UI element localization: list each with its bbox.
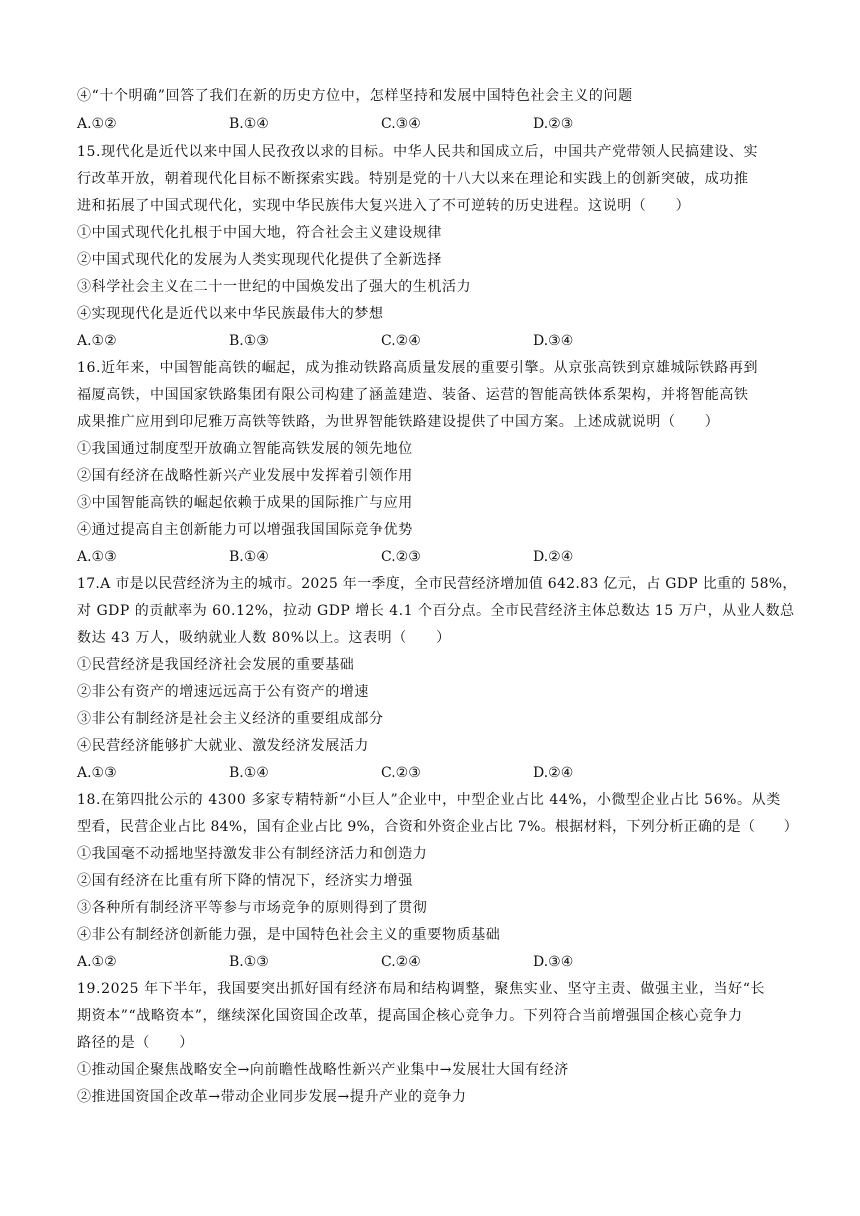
q16-item-1: ①我国通过制度型开放确立智能高铁发展的领先地位 [77,441,413,457]
q15-stem-line-3: 进和拓展了中国式现代化，实现中华民族伟大复兴进入了不可逆转的历史进程。这说明（ ） [77,198,691,214]
q18-option-b[interactable]: B.①③ [229,954,269,970]
q17-item-1: ①民营经济是我国经济社会发展的重要基础 [77,657,355,673]
q18-option-a[interactable]: A.①② [77,954,117,970]
q16-option-a[interactable]: A.①③ [77,549,117,565]
q18-item-3: ③各种所有制经济平等参与市场竞争的原则得到了贯彻 [77,900,428,916]
q15-option-b[interactable]: B.①③ [229,333,269,349]
q18-item-2: ②国有经济在比重有所下降的情况下，经济实力增强 [77,873,413,889]
q14-option-a[interactable]: A.①② [77,116,117,132]
q18-stem-line-1: 18.在第四批公示的 4300 多家专精特新“小巨人”企业中，中型企业占比 44%，小微型企业占比 56%。从类 [77,792,781,808]
q15-item-3: ③科学社会主义在二十一世纪的中国焕发出了强大的生机活力 [77,279,472,295]
q17-option-b[interactable]: B.①④ [229,765,269,781]
q16-stem-line-3: 成果推广应用到印尼雅万高铁等铁路，为世界智能铁路建设提供了中国方案。上述成就说明（ ） [77,414,720,430]
q17-item-2: ②非公有资产的增速远远高于公有资产的增速 [77,684,369,700]
q15-item-2: ②中国式现代化的发展为人类实现现代化提供了全新选择 [77,252,442,268]
q16-option-d[interactable]: D.②④ [533,549,574,565]
q14-option-c[interactable]: C.③④ [381,116,421,132]
q15-options [77,331,797,351]
q14-options [77,114,797,134]
q15-option-a[interactable]: A.①② [77,333,117,349]
q15-stem-line-2: 行改革开放，朝着现代化目标不断探索实践。特别是党的十八大以来在理论和实践上的创新突破，成功推 [77,171,749,187]
q16-item-2: ②国有经济在战略性新兴产业发展中发挥着引领作用 [77,468,413,484]
q18-stem-line-2: 型看，民营企业占比 84%，国有企业占比 9%，合资和外资企业占比 7%。根据材料，下列分析正确的是（ ） [77,819,799,835]
q17-stem-line-2: 对 GDP 的贡献率为 60.12%，拉动 GDP 增长 4.1 个百分点。全市民营经济主体总数达 15 万户，从业人数总 [77,603,795,619]
q17-options [77,763,797,783]
q17-option-c[interactable]: C.②③ [381,765,421,781]
q17-stem-line-1: 17.A 市是以民营经济为主的城市。2025 年一季度，全市民营经济增加值 642.83 亿元，占 GDP 比重的 58%， [77,576,797,592]
q16-item-3: ③中国智能高铁的崛起依赖于成果的国际推广与应用 [77,495,413,511]
q18-option-d[interactable]: D.③④ [533,954,574,970]
q17-stem-line-3: 数达 43 万人，吸纳就业人数 80%以上。这表明（ ） [77,630,451,646]
q14-option-b[interactable]: B.①④ [229,116,269,132]
q17-option-d[interactable]: D.②④ [533,765,574,781]
q17-item-4: ④民营经济能够扩大就业、激发经济发展活力 [77,738,369,754]
q16-option-c[interactable]: C.②③ [381,549,421,565]
q18-options [77,952,797,972]
q19-item-2: ②推进国资国企改革→带动企业同步发展→提升产业的竞争力 [77,1089,467,1105]
q17-item-3: ③非公有制经济是社会主义经济的重要组成部分 [77,711,384,727]
q15-item-1: ①中国式现代化扎根于中国大地，符合社会主义建设规律 [77,225,442,241]
q14-item-4: ④“十个明确”回答了我们在新的历史方位中，怎样坚持和发展中国特色社会主义的问题 [77,88,633,104]
q15-stem-line-1: 15.现代化是近代以来中国人民孜孜以求的目标。中华人民共和国成立后，中国共产党带领人民搞建设、实 [77,144,759,160]
q19-stem-line-1: 19.2025 年下半年，我国要突出抓好国有经济布局和结构调整，聚焦实业、坚守主责、做强主业，当好“长 [77,981,766,997]
q18-option-c[interactable]: C.②④ [381,954,421,970]
q19-stem-line-2: 期资本”“战略资本”，继续深化国资国企改革，提高国企核心竞争力。下列符合当前增强国企核心竞争力 [77,1008,743,1024]
q18-item-1: ①我国毫不动摇地坚持激发非公有制经济活力和创造力 [77,846,428,862]
q16-item-4: ④通过提高自主创新能力可以增强我国国际竞争优势 [77,522,413,538]
q16-stem-line-2: 福厦高铁，中国国家铁路集团有限公司构建了涵盖建造、装备、运营的智能高铁体系架构，并将智能高铁 [77,387,749,403]
q16-option-b[interactable]: B.①④ [229,549,269,565]
q19-stem-line-3: 路径的是（ ） [77,1035,194,1051]
q19-item-1: ①推动国企聚焦战略安全→向前瞻性战略性新兴产业集中→发展壮大国有经济 [77,1062,569,1078]
q16-options [77,547,797,567]
q15-option-c[interactable]: C.②④ [381,333,421,349]
q16-stem-line-1: 16.近年来，中国智能高铁的崛起，成为推动铁路高质量发展的重要引擎。从京张高铁到京雄城际铁路再到 [77,360,759,376]
q17-option-a[interactable]: A.①③ [77,765,117,781]
q14-option-d[interactable]: D.②③ [533,116,574,132]
q18-item-4: ④非公有制经济创新能力强，是中国特色社会主义的重要物质基础 [77,927,501,943]
q15-item-4: ④实现现代化是近代以来中华民族最伟大的梦想 [77,306,384,322]
q15-option-d[interactable]: D.③④ [533,333,574,349]
